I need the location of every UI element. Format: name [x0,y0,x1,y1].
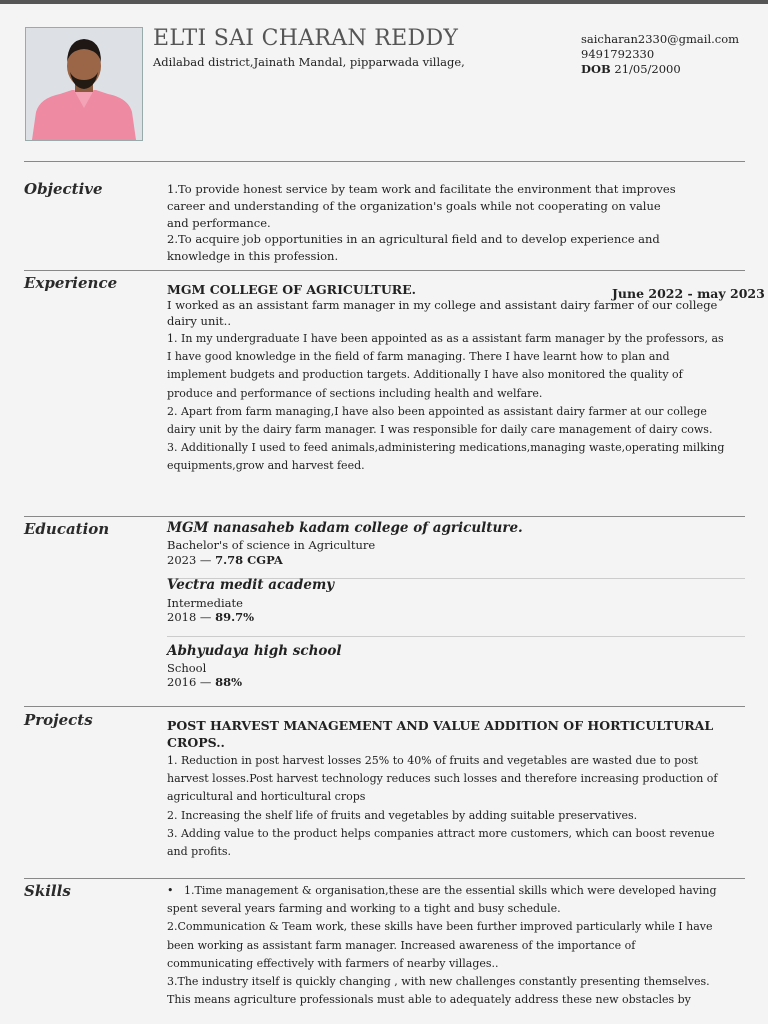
project-title: POST HARVEST MANAGEMENT AND VALUE ADDITION OF HORTICULTURAL CROPS.. [167,718,714,750]
dob-line [581,62,739,77]
project-detail-line: agricultural and horticultural crops [167,790,366,804]
education-separator: — [196,610,216,624]
objective-line: 2.To acquire job opportunities in an agricultural field and to develop experience and [167,232,660,247]
skills-line: 2.Communication & Team work, these skills have been further improved particularly while I have [167,920,713,934]
education-school: MGM nanasaheb kadam college of agriculture. [167,520,523,536]
skills-line: This means agriculture professionals must able to adequately address these new obstacles by [167,993,691,1007]
section-divider [24,706,745,707]
phone-text: 9491792330 [581,47,655,61]
experience-detail-line: 1. In my undergraduate I have been appointed as as a assistant farm manager by the professors, as [167,332,724,345]
education-year: 2018 [167,610,197,624]
section-label-education: Education [24,520,110,538]
profile-photo [25,27,143,141]
project-detail-line: 1. Reduction in post harvest losses 25% to 40% of fruits and vegetables are wasted due to post [167,754,698,767]
objective-line: 1.To provide honest service by team work and facilitate the environment that improves [167,182,676,196]
skills-first-line [167,882,747,900]
experience-details [167,330,747,476]
education-year: 2023 [167,553,197,567]
education-year-score [167,610,254,624]
bullet-icon: • [167,884,174,897]
education-course: Intermediate [167,596,243,610]
skills-line: communicating effectively with farmers of nearby villages.. [167,956,499,970]
skills-line: spent several years farming and working to a tight and busy schedule. [167,902,561,916]
education-divider [167,636,745,637]
section-label-experience: Experience [24,274,118,292]
objective-line: career and understanding of the organization's goals while not cooperating on value [167,198,661,213]
education-score: 88% [215,675,243,689]
section-label-objective: Objective [24,180,103,198]
person-photo-icon [26,28,142,140]
top-border [0,0,768,4]
education-score: 89.7% [215,610,255,624]
project-details [167,752,747,861]
contact-info [581,32,739,77]
project-detail-line: and profits. [167,845,232,859]
experience-organization: MGM COLLEGE OF AGRICULTURE. [167,282,417,297]
skills-line: been working as assistant farm manager. Increased awareness of the importance of [167,938,636,952]
education-year-score [167,675,242,689]
objective-line: knowledge in this profession. [167,249,339,264]
experience-detail-line: I have good knowledge in the field of farm managing. There I have learnt how to plan and [167,350,670,364]
section-divider [24,161,745,162]
experience-detail-line: dairy unit by the dairy farm manager. I was responsible for daily care management of dairy cows. [167,423,713,437]
experience-detail-line: produce and performance of sections including health and welfare. [167,386,543,400]
skills-details [167,882,747,1009]
education-school: Abhyudaya high school [167,643,342,659]
education-course: Bachelor's of science in Agriculture [167,538,376,552]
project-detail-line: 3. Adding value to the product helps companies attract more customers, which can boost revenue [167,826,715,840]
section-divider [24,270,745,271]
experience-summary-line: I worked as an assistant farm manager in my college and assistant dairy farmer of our college [167,298,718,312]
experience-detail-line: equipments,grow and harvest feed. [167,459,365,473]
dob-label: DOB [581,62,611,76]
experience-summary [167,298,745,329]
education-course: School [167,661,207,675]
section-divider [24,878,745,879]
education-school: Vectra medit academy [167,577,335,593]
candidate-address: Adilabad district,Jainath Mandal, pipparwada village, [153,55,465,69]
experience-detail-line: 3. Additionally I used to feed animals,administering medications,managing waste,operating milking [167,441,725,455]
experience-detail-line: 2. Apart from farm managing,I have also been appointed as assistant dairy farmer at our college [167,404,707,418]
education-year: 2016 [167,675,197,689]
education-score: 7.78 CGPA [215,553,283,567]
education-year-score [167,553,283,567]
experience-detail-line: implement budgets and production targets. Additionally I have also monitored the quality of [167,368,683,382]
objective-line: and performance. [167,215,271,230]
skills-line: 1.Time management & organisation,these are the essential skills which were developed having [184,884,717,897]
section-label-skills: Skills [24,882,71,900]
candidate-name: ELTI SAI CHARAN REDDY [153,26,459,51]
objective-text [167,181,745,265]
project-detail-line: 2. Increasing the shelf life of fruits and vegetables by adding suitable preservatives. [167,808,638,822]
section-divider [24,516,745,517]
email-text: saicharan2330@gmail.com [581,32,740,46]
experience-summary-line: dairy unit.. [167,313,231,328]
section-label-projects: Projects [24,711,93,729]
experience-dates: June 2022 - may 2023 [612,286,765,301]
dob-value: 21/05/2000 [614,62,681,76]
education-separator: — [196,553,216,567]
skills-line: 3.The industry itself is quickly changing , with new challenges constantly presenting themselves. [167,975,710,989]
project-detail-line: harvest losses.Post harvest technology reduces such losses and therefore increasing production of [167,772,718,786]
education-separator: — [196,675,216,689]
